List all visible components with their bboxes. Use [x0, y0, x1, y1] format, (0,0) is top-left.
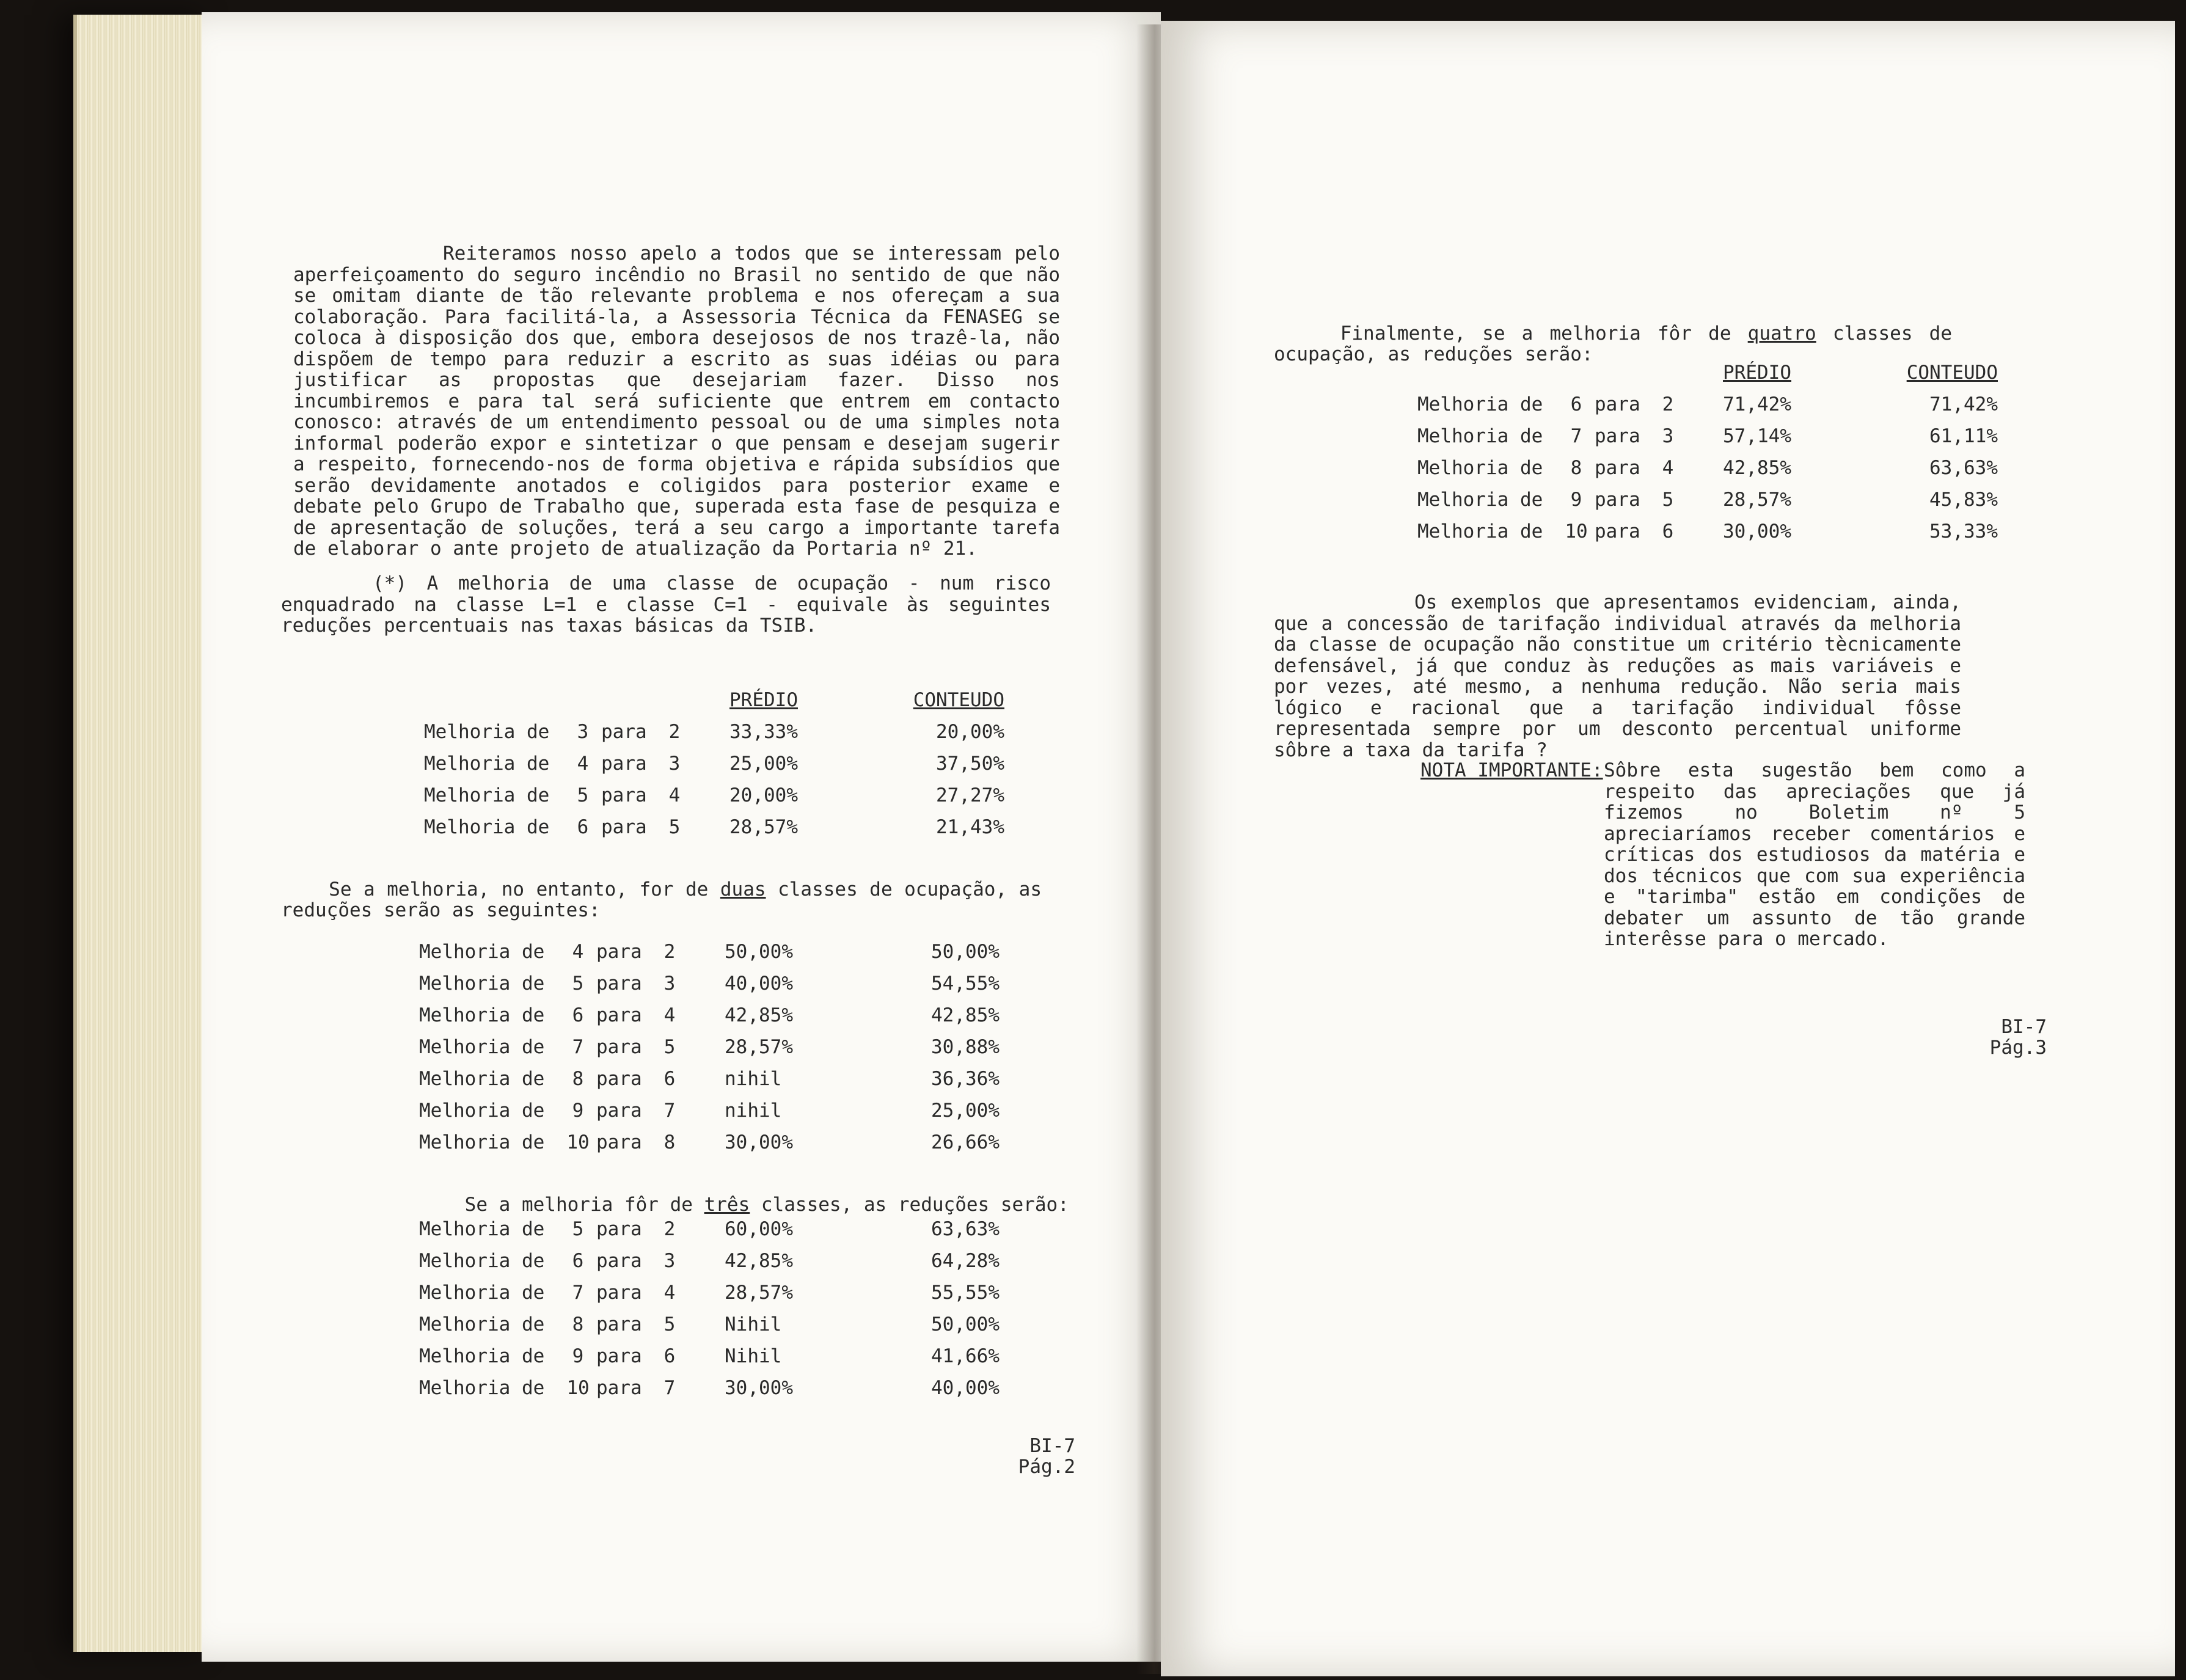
- row-label: Melhoria de: [419, 941, 545, 963]
- right-page: [1161, 21, 2175, 1676]
- table-row: [419, 1095, 1000, 1127]
- page-number: Pág.3: [1989, 1037, 2047, 1059]
- row-label: Melhoria de: [419, 1282, 545, 1304]
- row-conteudo-value: 45,83%: [1929, 489, 1998, 511]
- row-spacer: [1680, 420, 1723, 452]
- row-spacer: [682, 1063, 725, 1095]
- row-conteudo-value: 40,00%: [931, 1377, 1000, 1399]
- row-conteudo-value: 50,00%: [931, 941, 1000, 963]
- row-conteudo-value: 71,42%: [1929, 393, 1998, 415]
- row-spacer: [1680, 389, 1723, 420]
- row-label: Melhoria de: [1417, 520, 1543, 542]
- row-to-class: 3: [663, 973, 676, 995]
- table-row: [1417, 452, 1998, 484]
- table-row: [424, 780, 1004, 811]
- row-predio-value: nihil: [725, 1068, 782, 1090]
- row-predio-value: 30,00%: [1723, 520, 1791, 542]
- row-para: para: [596, 1131, 642, 1153]
- header-predio: PRÉDIO: [1723, 362, 1791, 384]
- row-para: para: [601, 784, 647, 806]
- row-conteudo-value: 25,00%: [931, 1100, 1000, 1122]
- row-conteudo-value: 21,43%: [936, 816, 1004, 838]
- table-row: [419, 1127, 1000, 1158]
- row-spacer: [1680, 516, 1723, 547]
- header-conteudo: CONTEUDO: [1906, 362, 1998, 384]
- row-label: Melhoria de: [1417, 457, 1543, 479]
- row-predio-value: 57,14%: [1723, 425, 1791, 447]
- row-spacer: [687, 748, 729, 780]
- row-from-class: 6: [572, 1250, 584, 1272]
- row-spacer: [682, 1127, 725, 1158]
- row-label: Melhoria de: [419, 1218, 545, 1240]
- left-page: [202, 12, 1161, 1662]
- page-footer-right: [1925, 1017, 2047, 1058]
- table-one-class: [424, 684, 1004, 843]
- row-predio-value: Nihil: [725, 1313, 782, 1335]
- row-predio-value: 40,00%: [725, 973, 793, 995]
- row-para: para: [596, 1004, 642, 1026]
- row-from-class: 6: [572, 1004, 584, 1026]
- row-to-class: 5: [663, 1313, 676, 1335]
- row-predio-value: nihil: [725, 1100, 782, 1122]
- row-label: Melhoria de: [419, 1250, 545, 1272]
- row-label: Melhoria de: [1417, 489, 1543, 511]
- row-from-class: 3: [577, 721, 589, 743]
- row-spacer: [682, 999, 725, 1031]
- row-label: Melhoria de: [419, 1004, 545, 1026]
- table-row: [1417, 516, 1998, 547]
- examples-paragraph: Os exemplos que apresentamos evidenciam, ainda, que a concessão de tarifação individual através da melhoria da classe de ocupação não constitue um critério tècnicamente defensável, já que conduz às reduções as mais variáveis e por vezes, até mesmo, a nenhuma redução. Não seria mais lógico e racional que a tarifação individual fôsse representada sempre por um desconto percentual uniforme sôbre a taxa da tarifa ?: [1274, 591, 1973, 761]
- row-from-class: 8: [572, 1313, 584, 1335]
- row-from-class: 6: [577, 816, 589, 838]
- row-to-class: 4: [663, 1282, 676, 1304]
- row-to-class: 2: [663, 1218, 676, 1240]
- row-label: Melhoria de: [424, 753, 550, 775]
- page-code: BI-7: [1029, 1435, 1075, 1457]
- row-to-class: 4: [668, 784, 681, 806]
- table-row: [419, 1340, 1000, 1372]
- row-from-class: 9: [572, 1345, 584, 1367]
- row-predio-value: 60,00%: [725, 1218, 793, 1240]
- row-predio-value: 20,00%: [729, 784, 798, 806]
- table-row: [419, 1031, 1000, 1063]
- row-spacer: [682, 1340, 725, 1372]
- row-from-class: 7: [572, 1036, 584, 1058]
- row-from-class: 8: [572, 1068, 584, 1090]
- row-predio-value: 50,00%: [725, 941, 793, 963]
- row-label: Melhoria de: [1417, 425, 1543, 447]
- row-to-class: 6: [663, 1068, 676, 1090]
- row-spacer: [682, 1095, 725, 1127]
- row-from-class: 4: [577, 753, 589, 775]
- row-to-class: 8: [663, 1131, 676, 1153]
- row-label: Melhoria de: [1417, 393, 1543, 415]
- row-label: Melhoria de: [419, 1313, 545, 1335]
- row-predio-value: 42,85%: [1723, 457, 1791, 479]
- row-spacer: [687, 716, 729, 748]
- row-spacer: [682, 1031, 725, 1063]
- row-conteudo-value: 27,27%: [936, 784, 1004, 806]
- row-conteudo-value: 64,28%: [931, 1250, 1000, 1272]
- row-spacer: [682, 1277, 725, 1309]
- row-to-class: 7: [663, 1100, 676, 1122]
- table-row: [424, 811, 1004, 843]
- table-three-classes: [419, 1213, 1000, 1404]
- table-row: [419, 1277, 1000, 1309]
- row-to-class: 3: [1662, 425, 1674, 447]
- row-para: para: [596, 1250, 642, 1272]
- row-conteudo-value: 50,00%: [931, 1313, 1000, 1335]
- row-para: para: [596, 1100, 642, 1122]
- nota-importante-label: NOTA IMPORTANTE:: [1420, 759, 1603, 781]
- row-to-class: 2: [668, 721, 681, 743]
- row-predio-value: Nihil: [725, 1345, 782, 1367]
- row-from-class: 5: [572, 1218, 584, 1240]
- row-from-class: 5: [577, 784, 589, 806]
- row-label: Melhoria de: [419, 1131, 545, 1153]
- row-para: para: [596, 973, 642, 995]
- row-conteudo-value: 41,66%: [931, 1345, 1000, 1367]
- row-predio-value: 28,57%: [729, 816, 798, 838]
- row-from-class: 10: [566, 1131, 590, 1153]
- row-label: Melhoria de: [419, 1345, 545, 1367]
- book-page-edges: [73, 15, 211, 1652]
- row-predio-value: 28,57%: [725, 1036, 793, 1058]
- row-spacer: [1680, 484, 1723, 516]
- row-label: Melhoria de: [424, 816, 550, 838]
- row-predio-value: 42,85%: [725, 1250, 793, 1272]
- row-from-class: 9: [572, 1100, 584, 1122]
- row-para: para: [596, 1068, 642, 1090]
- row-para: para: [1595, 520, 1640, 542]
- footnote-paragraph: (*) A melhoria de uma classe de ocupação - num risco enquadrado na classe L=1 e classe C=1 - equivale às seguintes reduções percentuais nas taxas básicas da TSIB.: [281, 572, 1062, 637]
- table-row: [1417, 484, 1998, 516]
- row-from-class: 8: [1570, 457, 1582, 479]
- row-conteudo-value: 42,85%: [931, 1004, 1000, 1026]
- four-classes-intro: Finalmente, se a melhoria fôr de quatro classes de ocupação, as reduções serão:: [1274, 322, 1964, 365]
- row-from-class: 6: [1570, 393, 1582, 415]
- header-conteudo: CONTEUDO: [913, 689, 1004, 711]
- row-from-class: 5: [572, 973, 584, 995]
- row-to-class: 7: [663, 1377, 676, 1399]
- row-para: para: [601, 753, 647, 775]
- row-para: para: [601, 721, 647, 743]
- row-from-class: 7: [1570, 425, 1582, 447]
- table-row: [419, 968, 1000, 999]
- row-label: Melhoria de: [419, 1068, 545, 1090]
- three-classes-intro: Se a melhoria fôr de três classes, as reduções serão:: [464, 1193, 1069, 1216]
- row-spacer: [682, 936, 725, 968]
- row-para: para: [1595, 489, 1640, 511]
- table-row: [1417, 389, 1998, 420]
- table-row: [419, 1309, 1000, 1340]
- row-para: para: [596, 941, 642, 963]
- row-conteudo-value: 63,63%: [1929, 457, 1998, 479]
- row-label: Melhoria de: [419, 1377, 545, 1399]
- row-label: Melhoria de: [419, 1036, 545, 1058]
- row-conteudo-value: 30,88%: [931, 1036, 1000, 1058]
- table-two-classes: [419, 936, 1000, 1158]
- row-spacer: [1680, 452, 1723, 484]
- row-conteudo-value: 53,33%: [1929, 520, 1998, 542]
- row-label: Melhoria de: [419, 1100, 545, 1122]
- row-conteudo-value: 26,66%: [931, 1131, 1000, 1153]
- row-label: Melhoria de: [419, 973, 545, 995]
- row-spacer: [687, 811, 729, 843]
- row-label: Melhoria de: [424, 721, 550, 743]
- table-row: [419, 999, 1000, 1031]
- row-para: para: [601, 816, 647, 838]
- row-label: Melhoria de: [424, 784, 550, 806]
- row-to-class: 3: [668, 753, 681, 775]
- table-row: [424, 748, 1004, 780]
- row-para: para: [1595, 425, 1640, 447]
- page-code: BI-7: [2001, 1016, 2047, 1038]
- row-to-class: 6: [663, 1345, 676, 1367]
- row-to-class: 5: [1662, 489, 1674, 511]
- row-predio-value: 33,33%: [729, 721, 798, 743]
- row-to-class: 5: [668, 816, 681, 838]
- table-row: [419, 1245, 1000, 1277]
- table-row: [424, 716, 1004, 748]
- row-from-class: 9: [1570, 489, 1582, 511]
- row-predio-value: 25,00%: [729, 753, 798, 775]
- row-to-class: 2: [663, 941, 676, 963]
- table-row: [419, 936, 1000, 968]
- row-conteudo-value: 63,63%: [931, 1218, 1000, 1240]
- row-spacer: [682, 968, 725, 999]
- row-from-class: 7: [572, 1282, 584, 1304]
- row-predio-value: 30,00%: [725, 1131, 793, 1153]
- page-footer-left: [953, 1436, 1075, 1477]
- row-para: para: [596, 1313, 642, 1335]
- row-from-class: 10: [1565, 520, 1588, 542]
- row-to-class: 6: [1662, 520, 1674, 542]
- table-four-classes: [1417, 357, 1998, 547]
- table-row: [1417, 420, 1998, 452]
- row-para: para: [596, 1218, 642, 1240]
- row-predio-value: 30,00%: [725, 1377, 793, 1399]
- table-row: [419, 1372, 1000, 1404]
- row-para: para: [596, 1282, 642, 1304]
- row-from-class: 10: [566, 1377, 590, 1399]
- row-conteudo-value: 54,55%: [931, 973, 1000, 995]
- row-conteudo-value: 37,50%: [936, 753, 1004, 775]
- row-conteudo-value: 36,36%: [931, 1068, 1000, 1090]
- row-para: para: [596, 1377, 642, 1399]
- table-row: [419, 1213, 1000, 1245]
- row-conteudo-value: 55,55%: [931, 1282, 1000, 1304]
- row-para: para: [596, 1345, 642, 1367]
- nota-importante-text: Sôbre esta sugestão bem como a respeito das apreciações que já fizemos no Boletim nº 5 apreciaríamos receber comentários e críticas dos estudiosos da matéria e dos técnicos que com sua experiência e "tarimba" estão em condições de debater um assunto de tão grande interêsse para o mercado.: [1604, 759, 2037, 950]
- row-conteudo-value: 20,00%: [936, 721, 1004, 743]
- page-number: Pág.2: [1018, 1456, 1075, 1478]
- row-to-class: 5: [663, 1036, 676, 1058]
- row-to-class: 4: [663, 1004, 676, 1026]
- appeal-paragraph: Reiteramos nosso apelo a todos que se interessam pelo aperfeiçoamento do seguro incêndio no Brasil no sentido de que não se omitam diante de tão relevante problema e nos ofereçam a sua colaboração. Para facilitá-la, a Assessoria Técnica da FENASEG se coloca à disposição dos que, embora desejosos de nos trazê-la, não dispõem de tempo para reduzir a escrito as suas idéias ou para justificar as propostas que desejariam fazer. Disso nos incumbiremos e para tal será suficiente que entrem em contacto conosco: através de um entendimento pessoal ou de uma simples nota informal poderão expor e sintetizar o que pensam e desejam sugerir a respeito, fornecendo-nos de forma objetiva e rápida subsídios que serão devidamente anotados e coligidos para posterior exame e debate pelo Grupo de Trabalho que, superada esta fase de pesquiza e de apresentação de soluções, terá a seu cargo a importante tarefa de elaborar o ante projeto de atualização da Portaria nº 21.: [293, 243, 1072, 560]
- two-classes-intro: Se a melhoria, no entanto, for de duas classes de ocupação, as reduções serão as seguintes:: [281, 878, 1053, 921]
- row-to-class: 4: [1662, 457, 1674, 479]
- row-from-class: 4: [572, 941, 584, 963]
- row-para: para: [1595, 393, 1640, 415]
- table-row: [419, 1063, 1000, 1095]
- row-predio-value: 28,57%: [725, 1282, 793, 1304]
- row-spacer: [682, 1309, 725, 1340]
- row-predio-value: 71,42%: [1723, 393, 1791, 415]
- row-spacer: [682, 1213, 725, 1245]
- row-predio-value: 28,57%: [1723, 489, 1791, 511]
- header-predio: PRÉDIO: [729, 689, 798, 711]
- row-spacer: [682, 1372, 725, 1404]
- row-spacer: [687, 780, 729, 811]
- row-to-class: 3: [663, 1250, 676, 1272]
- row-conteudo-value: 61,11%: [1929, 425, 1998, 447]
- row-predio-value: 42,85%: [725, 1004, 793, 1026]
- row-para: para: [1595, 457, 1640, 479]
- row-to-class: 2: [1662, 393, 1674, 415]
- row-para: para: [596, 1036, 642, 1058]
- row-spacer: [682, 1245, 725, 1277]
